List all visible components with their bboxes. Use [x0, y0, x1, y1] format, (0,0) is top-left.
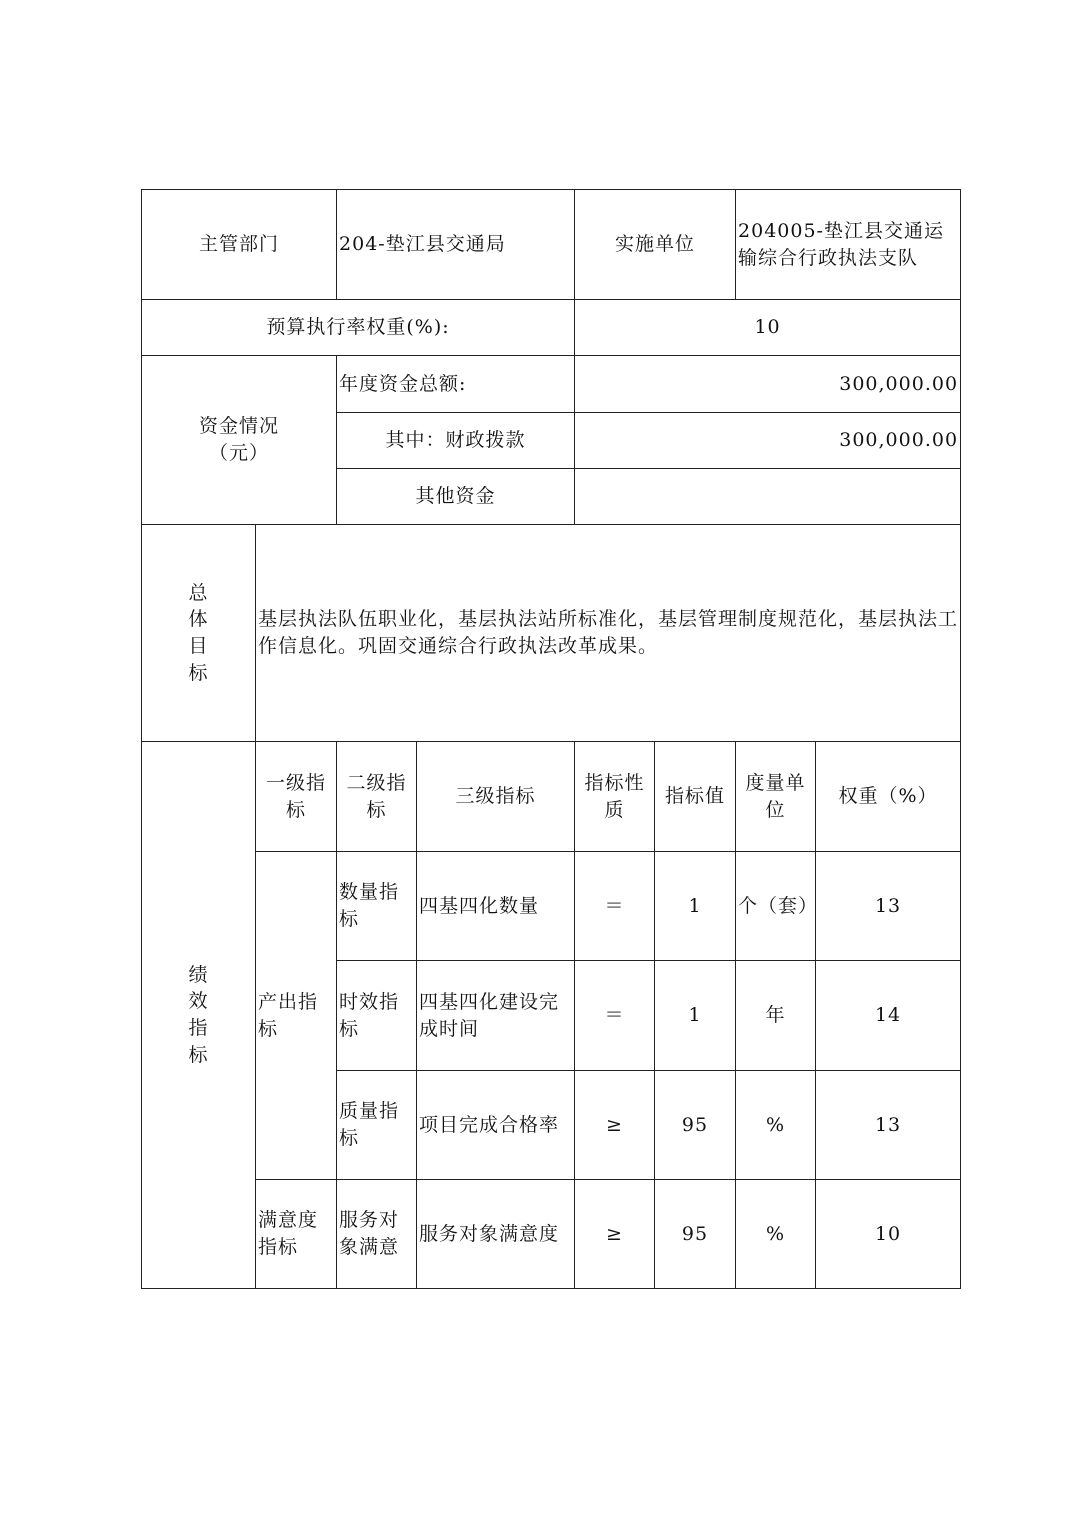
- funds-label: [142, 356, 337, 525]
- row-nature: ＝: [575, 852, 655, 961]
- header-level3: 三级指标: [417, 742, 575, 852]
- unit-label: 实施单位: [575, 190, 736, 300]
- funds-other-label: 其他资金: [337, 469, 575, 525]
- row-nature: ≥: [575, 1180, 655, 1289]
- budget-rate-value: 10: [575, 300, 961, 356]
- goal-text: 基层执法队伍职业化，基层执法站所标准化，基层管理制度规范化，基层执法工作信息化。巩固交通综合行政执法改革成果。: [256, 525, 961, 742]
- performance-label: [142, 742, 256, 1289]
- row-level2: 服务对象满意: [337, 1180, 417, 1289]
- budget-rate-label: 预算执行率权重(%):: [142, 300, 575, 356]
- header-level2: 二级指标: [337, 742, 417, 852]
- row-level1: 满意度指标: [256, 1180, 337, 1289]
- funds-label-line2: （元）: [209, 442, 270, 464]
- row-value: 1: [655, 852, 736, 961]
- row-nature: ≥: [575, 1071, 655, 1180]
- header-row: [142, 190, 961, 300]
- row-unit: 年: [736, 961, 816, 1071]
- row-value: 95: [655, 1180, 736, 1289]
- table-row: [142, 852, 961, 961]
- row-value: 95: [655, 1071, 736, 1180]
- row-value: 1: [655, 961, 736, 1071]
- dept-label: 主管部门: [142, 190, 337, 300]
- goal-label: [142, 525, 256, 742]
- unit-value: 204005-垫江县交通运输综合行政执法支队: [736, 190, 961, 300]
- header-value: 指标值: [655, 742, 736, 852]
- goal-label-char: 体: [188, 608, 209, 631]
- row-unit: %: [736, 1180, 816, 1289]
- row-level2: 质量指标: [337, 1071, 417, 1180]
- header-level1: 一级指标: [256, 742, 337, 852]
- funds-total-value: 300,000.00: [575, 356, 961, 413]
- performance-label-char: 指: [188, 1017, 209, 1039]
- header-nature: 指标性质: [575, 742, 655, 852]
- funds-fiscal-label: 其中：财政拨款: [337, 413, 575, 469]
- funds-other-value: [575, 469, 961, 525]
- row-unit: 个（套）: [736, 852, 816, 961]
- row-level2: 时效指标: [337, 961, 417, 1071]
- row-level3: 四基四化数量: [417, 852, 575, 961]
- dept-value: 204-垫江县交通局: [337, 190, 575, 300]
- header-unit: 度量单位: [736, 742, 816, 852]
- funds-label-line1: 资金情况: [199, 415, 280, 438]
- row-nature: ＝: [575, 961, 655, 1071]
- funds-fiscal-value: 300,000.00: [575, 413, 961, 469]
- funds-total-row: [142, 356, 961, 413]
- row-level1: 产出指标: [256, 852, 337, 1180]
- performance-target-table: [141, 189, 961, 1289]
- row-level3: 服务对象满意度: [417, 1180, 575, 1289]
- table-row: [142, 1180, 961, 1289]
- row-level3: 项目完成合格率: [417, 1071, 575, 1180]
- goal-label-char: 标: [188, 661, 209, 684]
- row-weight: 14: [816, 961, 961, 1071]
- header-weight: 权重（%）: [816, 742, 961, 852]
- funds-total-label: 年度资金总额:: [337, 356, 575, 413]
- performance-label-char: 绩: [188, 963, 209, 986]
- row-level3: 四基四化建设完成时间: [417, 961, 575, 1071]
- goal-row: [142, 525, 961, 742]
- row-unit: %: [736, 1071, 816, 1180]
- performance-label-char: 标: [188, 1043, 209, 1066]
- performance-label-char: 效: [188, 990, 209, 1013]
- row-weight: 13: [816, 852, 961, 961]
- performance-header-row: [142, 742, 961, 852]
- goal-label-char: 总: [188, 581, 209, 604]
- budget-rate-row: [142, 300, 961, 356]
- row-weight: 13: [816, 1071, 961, 1180]
- row-level2: 数量指标: [337, 852, 417, 961]
- goal-label-char: 目: [188, 635, 209, 657]
- row-weight: 10: [816, 1180, 961, 1289]
